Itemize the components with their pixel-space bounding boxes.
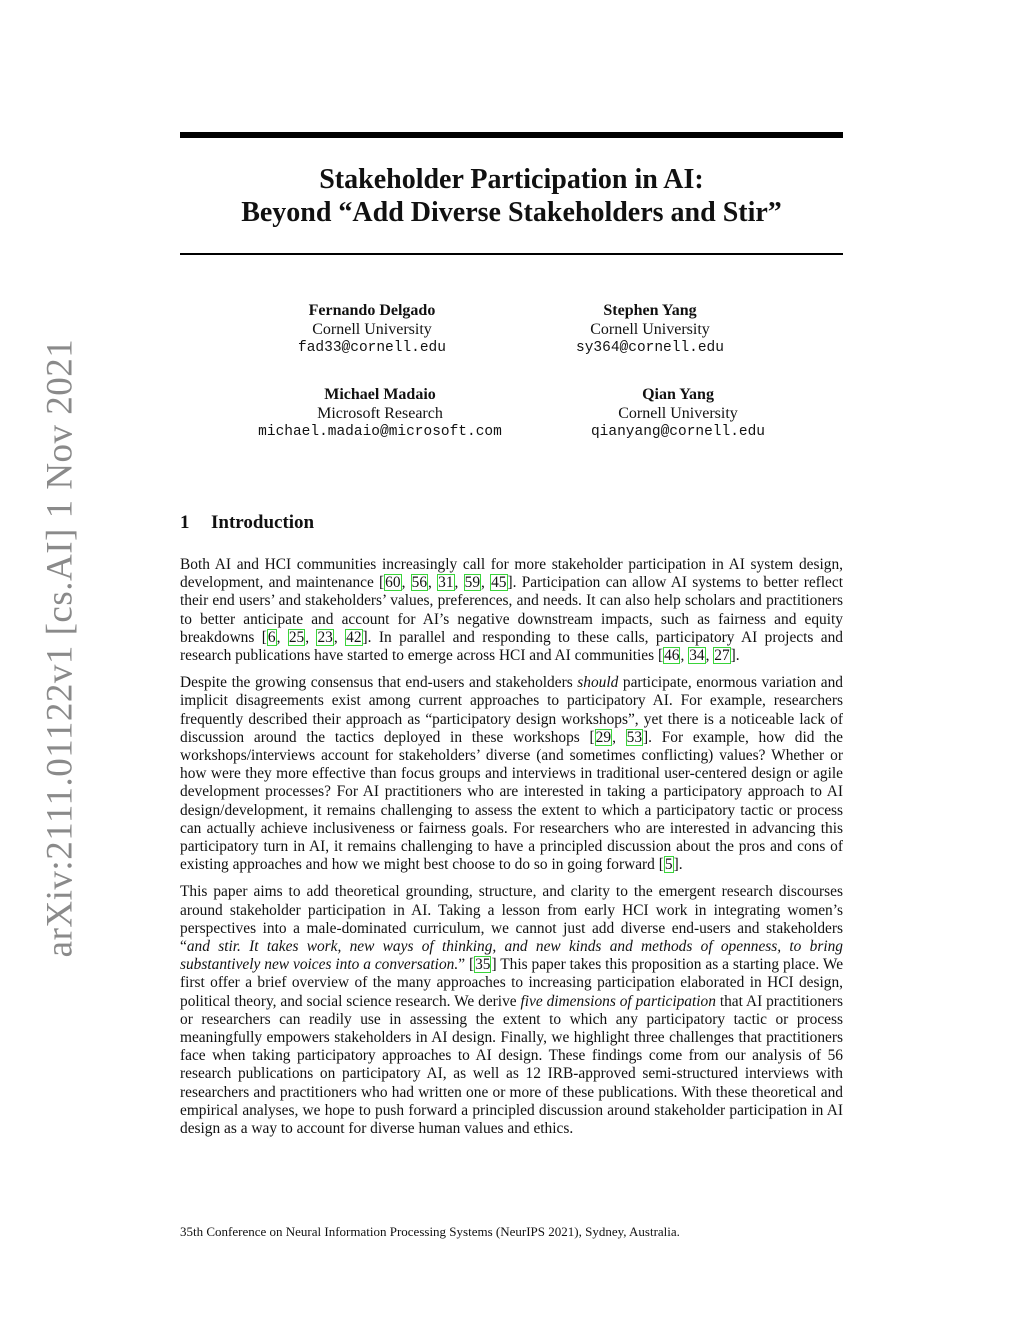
author-affiliation: Cornell University	[618, 405, 738, 422]
citation-separator: ,	[454, 574, 464, 592]
author-name: Stephen Yang	[603, 302, 697, 319]
title-bottom-rule	[180, 253, 843, 255]
citation-link[interactable]: 59	[464, 574, 481, 592]
paper-title	[180, 163, 843, 229]
paragraph-text: ].	[730, 647, 740, 665]
author-email[interactable]: qianyang@cornell.edu	[590, 424, 766, 440]
citation-separator: ,	[481, 574, 491, 592]
citation-separator: ,	[705, 647, 714, 665]
citation-link[interactable]: 45	[491, 574, 507, 592]
author-affiliation: Cornell University	[590, 321, 710, 338]
author-block	[230, 385, 530, 442]
paper-title-line-1: Stakeholder Participation in AI:	[319, 164, 704, 195]
citation-separator: ,	[428, 574, 438, 592]
section-heading-introduction	[180, 511, 314, 535]
paragraph-text: ” [	[458, 956, 475, 974]
author-block	[500, 301, 800, 358]
paragraph-text: This paper aims to add theoretical grounding, structure, and clarity to the emergent research discourses around stakeholder participation in AI. Taking a lesson from early HCI work in integrating women’s perspectives into a male-dominated curriculum, we cannot just add diverse end-users and stakeholders “	[180, 883, 843, 956]
section-title: Introduction	[211, 512, 315, 533]
author-affiliation: Microsoft Research	[317, 405, 443, 422]
citation-separator: ,	[333, 628, 346, 646]
author-name: Fernando Delgado	[308, 302, 436, 319]
citation-separator: ,	[680, 647, 689, 665]
citation-link[interactable]: 53	[626, 728, 643, 746]
citation-link[interactable]: 25	[288, 628, 305, 646]
citation-link[interactable]: 42	[346, 628, 362, 646]
paragraph-1	[180, 556, 843, 665]
citation-link[interactable]: 5	[664, 856, 673, 874]
citation-link[interactable]: 60	[385, 574, 401, 592]
citation-link[interactable]: 46	[664, 647, 680, 665]
author-email[interactable]: michael.madaio@microsoft.com	[258, 424, 502, 440]
author-block	[222, 301, 522, 358]
author-email[interactable]: sy364@cornell.edu	[576, 340, 724, 356]
paragraph-2	[180, 674, 843, 874]
paragraph-text: ] This paper takes this proposition as a starting place. We first offer a brief overview of the many approaches to increasing participation elaborated in HCI design, political theory, and social science research. We derive	[180, 956, 844, 1010]
paragraph-3	[180, 883, 843, 1138]
author-block	[528, 385, 828, 442]
paragraph-text: ]. In parallel and responding to these calls, participatory AI projects and research publications have started to emerge across HCI and AI communities [	[180, 628, 844, 665]
citation-separator: ,	[612, 728, 626, 746]
author-email[interactable]: fad33@cornell.edu	[298, 340, 446, 356]
author-name: Qian Yang	[642, 386, 714, 403]
paragraph-text: that AI practitioners or researchers can readily use in assessing the extent to which any participatory tactic or process meaningfully empowers stakeholders in AI design. Finally, we highlight three challenges that practitioners face when taking participatory approaches to AI design. These findings come from our analysis of 56 research publications on participatory AI, as well as 12 IRB-approved semi-structured interviews with researchers and practitioners who had written one or more of these publications. With these theoretical and empirical analyses, we hope to push forward a principled discussion around stakeholder participation in AI design as a way to account for diverse human values and ethics.	[180, 992, 843, 1138]
introduction-body	[180, 556, 843, 1147]
paragraph-text: ].	[673, 856, 683, 874]
citation-separator: ,	[401, 574, 411, 592]
emphasis-text: and stir. It takes work, new ways of thinking, and new kinds and methods of openness, to bring substantively new voices into a conversation.	[180, 938, 843, 974]
paragraph-text: ]. Participation can allow AI systems to better reflect their end users’ and stakeholders’ values, preferences, and needs. It can also help scholars and practitioners to better anticipate and account for AI’s negative downstream impacts, such as fairness and equity breakdowns [	[180, 574, 843, 646]
arxiv-identifier-stamp: arXiv:2111.01122v1 [cs.AI] 1 Nov 2021	[39, 338, 81, 958]
paragraph-text: ]. For example, how did the workshops/interviews account for stakeholders’ diverse (and sometimes conflicting) values? Whether or how were they more effective than focus groups and interviews in traditional user-centered design or agile development processes? For AI practitioners who are interested in taking a participatory approach to AI design/development, it remains challenging to assess the extent to which a participatory tactic or process can actually achieve inclusiveness or fairness goals. For researchers who are interested in advancing this participatory turn in AI, it remains challenging to have a principled discussion about the pros and cons of existing approaches and how we might best choose to do so in going forward [	[180, 728, 843, 874]
title-top-rule	[180, 132, 843, 138]
author-affiliation: Cornell University	[312, 321, 432, 338]
paragraph-text: participate, enormous variation and implicit disagreements exist among current approaches to participatory AI. For example, researchers frequently described their approach as “participatory design workshops”, yet there is a noticeable lack of discussion around the tactics deployed in these workshops [	[180, 674, 843, 746]
conference-footnote: 35th Conference on Neural Information Processing Systems (NeurIPS 2021), Sydney, Australia.	[180, 1224, 680, 1239]
paper-title-line-2: Beyond “Add Diverse Stakeholders and Stir”	[241, 197, 782, 228]
citation-link[interactable]: 23	[317, 628, 333, 646]
citation-link[interactable]: 31	[438, 574, 454, 592]
citation-link[interactable]: 29	[595, 728, 612, 746]
emphasis-text: should	[577, 674, 619, 692]
emphasis-text: five dimensions of participation	[520, 992, 716, 1010]
citation-link[interactable]: 35	[475, 956, 491, 974]
citation-link[interactable]: 27	[714, 647, 730, 665]
citation-separator: ,	[276, 628, 288, 646]
paragraph-text: Both AI and HCI communities increasingly call for more stakeholder participation in AI system design, development, and maintenance [	[180, 556, 843, 592]
citation-link[interactable]: 6	[267, 628, 276, 646]
paragraph-text: Despite the growing consensus that end-users and stakeholders	[180, 674, 578, 692]
citation-link[interactable]: 56	[411, 574, 428, 592]
section-number: 1	[180, 512, 190, 533]
citation-separator: ,	[305, 628, 317, 646]
author-name: Michael Madaio	[324, 386, 436, 403]
citation-link[interactable]: 34	[689, 647, 705, 665]
